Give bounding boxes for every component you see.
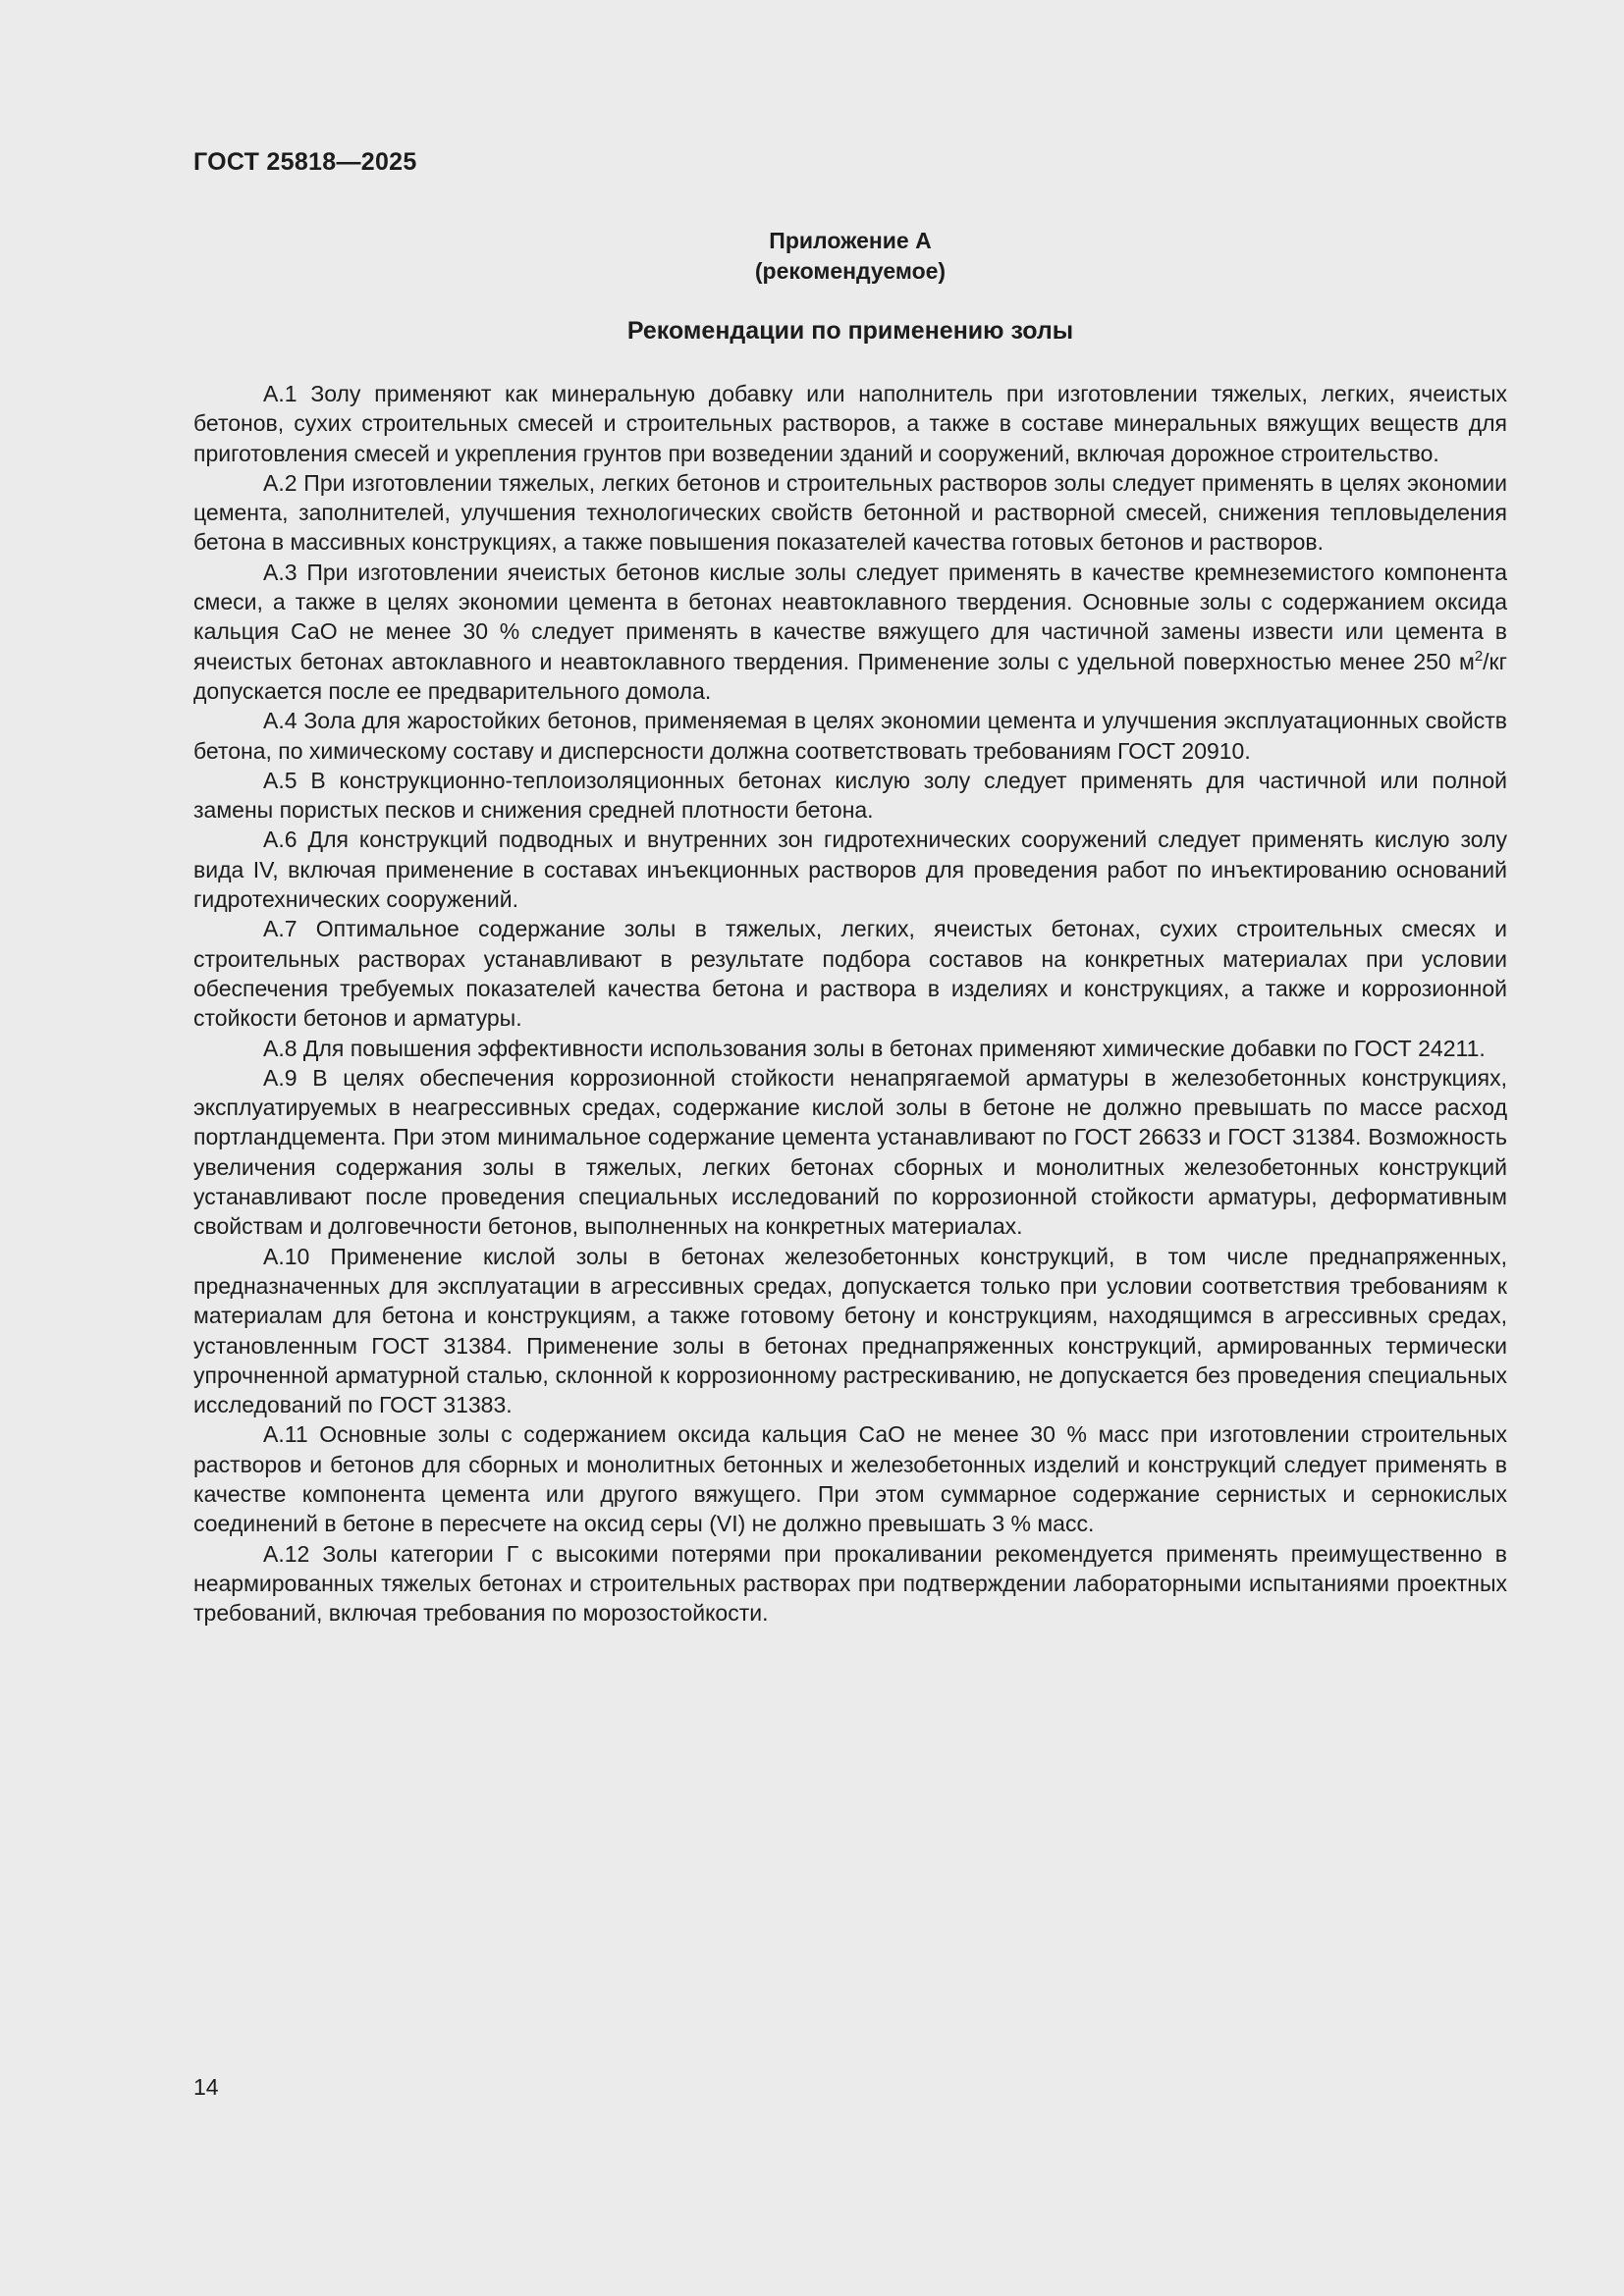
paragraph-a8: А.8 Для повышения эффективности использования золы в бетонах применяют химические добавки по ГОСТ 24211. xyxy=(263,1035,1486,1061)
paragraph-a4: А.4 Зола для жаростойких бетонов, применяемая в целях экономии цемента и улучшения эксплуатационных свойств бетона, по химическому составу и дисперсности должна соответствовать требованиям ГОСТ 20910. xyxy=(193,708,1507,764)
paragraph-a11: А.11 Основные золы с содержанием оксида кальция СаО не менее 30 % масс при изготовлении строительных растворов и бетонов для сборных и монолитных бетонных и железобетонных изделий и конструкций следует применять в качестве компонента цемента или другого вяжущего. При этом суммарное содержание сернистых и сернокислых соединений в бетоне в пересчете на оксид серы (VI) не должно превышать 3 % масс. xyxy=(193,1421,1507,1537)
paragraph-a10: А.10 Применение кислой золы в бетонах железобетонных конструкций, в том числе преднапряженных, предназначенных для эксплуатации в агрессивных средах, допускается только при условии соответствия требованиям к материалам для бетона и конструкциям, а также готовому бетону и конструкциям, находящимся в агрессивных средах, установленным ГОСТ 31384. Применение золы в бетонах преднапряженных конструкций, армированных термически упрочненной арматурной сталью, склонной к коррозионному растрескиванию, не допускается без проведения специальных исследований по ГОСТ 31383. xyxy=(193,1243,1507,1418)
paragraph-a2: А.2 При изготовлении тяжелых, легких бетонов и строительных растворов золы следует применять в целях экономии цемента, заполнителей, улучшения технологических свойств бетонной и растворной смесей, снижения тепловыделения бетона в массивных конструкциях, а также повышения показателей качества готовых бетонов и растворов. xyxy=(193,469,1507,556)
page-number: 14 xyxy=(193,2074,219,2100)
paragraph-a7: А.7 Оптимальное содержание золы в тяжелых, легких, ячеистых бетонах, сухих строительных смесях и строительных растворах устанавливают в результате подбора составов на конкретных материалах при условии обеспечения требуемых показателей качества бетона и раствора в изделиях и конструкциях, а также и коррозионной стойкости бетонов и арматуры. xyxy=(193,916,1507,1032)
paragraph-a9: А.9 В целях обеспечения коррозионной стойкости ненапрягаемой арматуры в железобетонных конструкциях, эксплуатируемых в неагрессивных средах, содержание кислой золы в бетоне не должно превышать по массе расход портландцемента. При этом минимальное содержание цемента устанавливают по ГОСТ 26633 и ГОСТ 31384. Возможность увеличения содержания золы в тяжелых, легких бетонах сборных и монолитных железобетонных конструкций устанавливают после проведения специальных исследований по коррозионной стойкости арматуры, деформативным свойствам и долговечности бетонов, выполненных на конкретных материалах. xyxy=(193,1064,1507,1240)
paragraph-a6: А.6 Для конструкций подводных и внутренних зон гидротехнических сооружений следует применять кислую золу вида IV, включая применение в составах инъекционных растворов для проведения работ по инъектированию оснований гидротехнических сооружений. xyxy=(193,827,1507,913)
appendix-status: (рекомендуемое) xyxy=(754,258,947,284)
appendix-heading xyxy=(193,226,1507,287)
paragraph-a12: А.12 Золы категории Г с высокими потерями при прокаливании рекомендуется применять преимущественно в неармированных тяжелых бетонах и строительных растворах при подтверждении лабораторными испытаниями проектных требований, включая требования по морозостойкости. xyxy=(193,1540,1507,1627)
paragraph-a3-superscript: 2 xyxy=(1474,647,1484,665)
appendix-title: Приложение А xyxy=(769,228,932,253)
paragraph-a5: А.5 В конструкционно-теплоизоляционных бетонах кислую золу следует применять для частичной или полной замены пористых песков и снижения средней плотности бетона. xyxy=(193,767,1507,824)
paragraph-a3-text-before: А.3 При изготовлении ячеистых бетонов кислые золы следует применять в качестве кремнеземистого компонента смеси, а также в целях экономии цемента в бетонах неавтоклавного твердения. Основные золы с содержанием оксида кальция СаО не менее 30 % следует применять в качестве вяжущего для частичной замены извести или цемента в ячеистых бетонах автоклавного и неавтоклавного твердения. Применение золы с удельной поверхностью менее 250 м xyxy=(193,559,1507,674)
paragraph-a3 xyxy=(193,558,1507,706)
document-standard-number: ГОСТ 25818—2025 xyxy=(193,148,417,176)
section-title: Рекомендации по применению золы xyxy=(626,317,1074,345)
paragraph-a3-text-after: /кг допускается после ее предварительного домола. xyxy=(193,648,1507,704)
paragraph-a1: А.1 Золу применяют как минеральную добавку или наполнитель при изготовлении тяжелых, легких, ячеистых бетонов, сухих строительных смесей и строительных растворов, а также в составе минеральных вяжущих веществ для приготовления смесей и укрепления грунтов при возведении зданий и сооружений, включая дорожное строительство. xyxy=(193,381,1507,466)
body-text xyxy=(193,379,1507,1628)
